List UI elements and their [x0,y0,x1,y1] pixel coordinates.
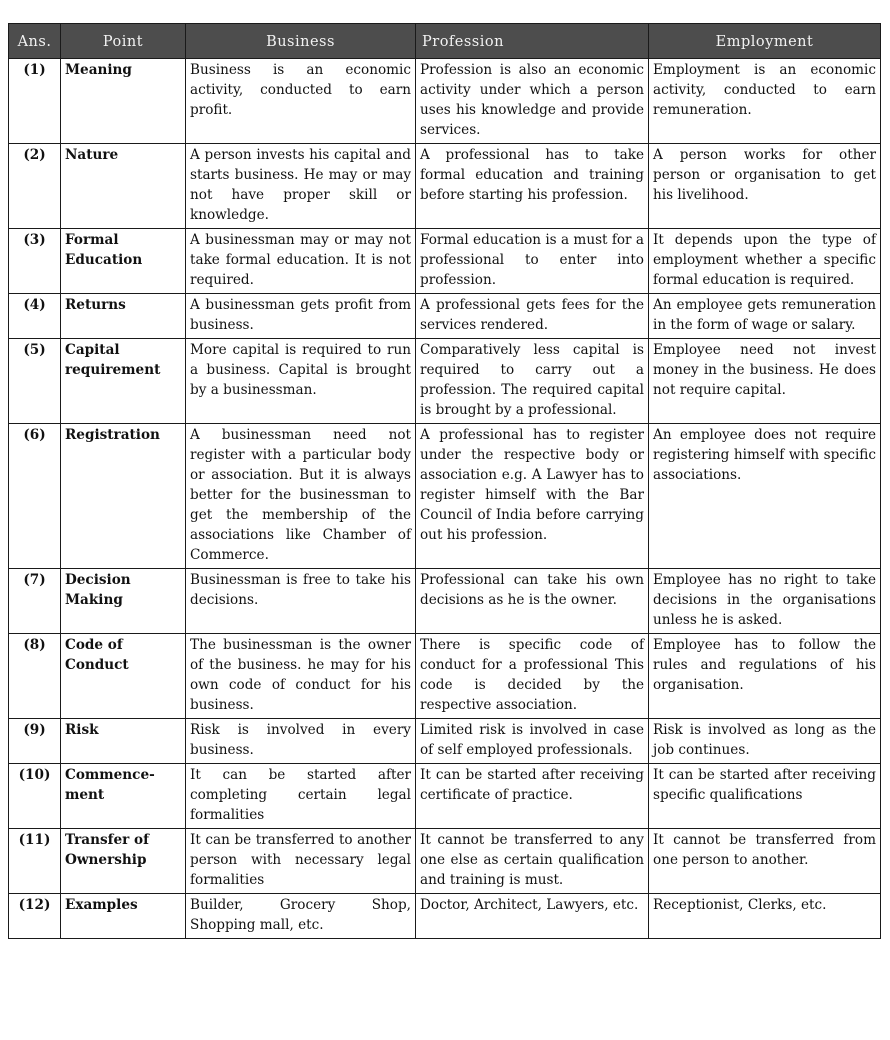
point-cell: Formal Education [61,229,186,294]
business-cell: A businessman may or may not take formal education. It is not required. [186,229,416,294]
point-cell: Transfer of Ownership [61,829,186,894]
table-row [9,894,881,939]
business-cell: A person invests his capital and starts business. He may or may not have proper skill or knowledge. [186,144,416,229]
point-cell: Registration [61,424,186,569]
row-number: (8) [9,634,61,719]
row-number: (12) [9,894,61,939]
row-number: (10) [9,764,61,829]
business-cell: A businessman gets profit from business. [186,294,416,339]
business-cell: Business is an economic activity, conducted to earn profit. [186,59,416,144]
row-number: (4) [9,294,61,339]
header-point: Point [61,24,186,59]
comparison-table [8,23,881,939]
table-row [9,229,881,294]
employment-cell: It cannot be transferred from one person to another. [649,829,881,894]
point-cell: Risk [61,719,186,764]
header-profession: Profession [416,24,649,59]
profession-cell: Comparatively less capital is required to carry out a profession. The required capital is brought by a professional. [416,339,649,424]
business-cell: Risk is involved in every business. [186,719,416,764]
row-number: (5) [9,339,61,424]
point-cell: Returns [61,294,186,339]
row-number: (7) [9,569,61,634]
employment-cell: An employee does not require registering himself with specific associations. [649,424,881,569]
point-cell: Commence-ment [61,764,186,829]
profession-cell: Limited risk is involved in case of self employed professionals. [416,719,649,764]
profession-cell: It cannot be transferred to any one else as certain qualification and training is must. [416,829,649,894]
profession-cell: Professional can take his own decisions as he is the owner. [416,569,649,634]
employment-cell: A person works for other person or organisation to get his livelihood. [649,144,881,229]
table-row [9,294,881,339]
point-cell: Meaning [61,59,186,144]
row-number: (9) [9,719,61,764]
header-business: Business [186,24,416,59]
employment-cell: Employee has to follow the rules and regulations of his organisation. [649,634,881,719]
employment-cell: Employment is an economic activity, conducted to earn remuneration. [649,59,881,144]
point-cell: Capital requirement [61,339,186,424]
business-cell: The businessman is the owner of the business. he may for his own code of conduct for his business. [186,634,416,719]
employment-cell: Employee has no right to take decisions in the organisations unless he is asked. [649,569,881,634]
header-employment: Employment [649,24,881,59]
table-row [9,764,881,829]
business-cell: It can be transferred to another person with necessary legal formalities [186,829,416,894]
row-number: (3) [9,229,61,294]
row-number: (1) [9,59,61,144]
table-row [9,424,881,569]
business-cell: A businessman need not register with a particular body or association. But it is always better for the businessman to get the membership of the associations like Chamber of Commerce. [186,424,416,569]
profession-cell: It can be started after receiving certificate of practice. [416,764,649,829]
employment-cell: It can be started after receiving specific qualifications [649,764,881,829]
table-row [9,569,881,634]
profession-cell: Formal education is a must for a professional to enter into profession. [416,229,649,294]
row-number: (11) [9,829,61,894]
business-cell: It can be started after completing certain legal formalities [186,764,416,829]
table-row [9,339,881,424]
business-cell: More capital is required to run a business. Capital is brought by a businessman. [186,339,416,424]
profession-cell: A professional has to take formal education and training before starting his profession. [416,144,649,229]
employment-cell: It depends upon the type of employment whether a specific formal education is required. [649,229,881,294]
profession-cell: Doctor, Architect, Lawyers, etc. [416,894,649,939]
point-cell: Examples [61,894,186,939]
table-row [9,59,881,144]
point-cell: Nature [61,144,186,229]
employment-cell: An employee gets remuneration in the form of wage or salary. [649,294,881,339]
header-row [9,24,881,59]
profession-cell: A professional gets fees for the services rendered. [416,294,649,339]
business-cell: Builder, Grocery Shop, Shopping mall, etc. [186,894,416,939]
employment-cell: Risk is involved as long as the job continues. [649,719,881,764]
row-number: (6) [9,424,61,569]
point-cell: Code of Conduct [61,634,186,719]
row-number: (2) [9,144,61,229]
business-cell: Businessman is free to take his decisions. [186,569,416,634]
table-row [9,634,881,719]
profession-cell: Profession is also an economic activity under which a person uses his knowledge and provide services. [416,59,649,144]
employment-cell: Receptionist, Clerks, etc. [649,894,881,939]
employment-cell: Employee need not invest money in the business. He does not require capital. [649,339,881,424]
table-row [9,144,881,229]
profession-cell: A professional has to register under the respective body or association e.g. A Lawyer has to register himself with the Bar Council of India before carrying out his profession. [416,424,649,569]
header-ans: Ans. [9,24,61,59]
table-row [9,719,881,764]
table-row [9,829,881,894]
point-cell: Decision Making [61,569,186,634]
profession-cell: There is specific code of conduct for a professional This code is decided by the respective association. [416,634,649,719]
